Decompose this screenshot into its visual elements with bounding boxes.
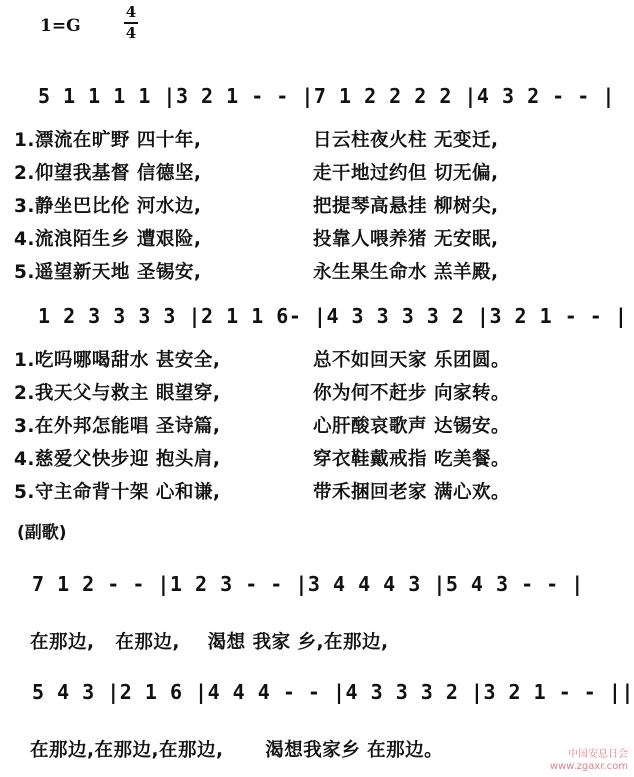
watermark-line-1: 中国安息日会 [568,749,628,760]
watermark-line-2: www.zgaxr.com [549,761,628,772]
lyric-a2-left: 2.仰望我基督 信德坚, [14,163,202,184]
lyric-a5-left: 5.遥望新天地 圣锡安, [14,262,202,283]
notation-line-chorus-2: 5 4 3 |2 1 6 |4 4 4 - - |4 3 3 3 2 |3 2 1 - - || [32,680,634,704]
lyric-a5-right: 永生果生命水 羔羊殿, [313,262,499,283]
lyric-b5-left: 5.守主命背十架 心和谦, [14,482,221,503]
lyric-b3-left: 3.在外邦怎能唱 圣诗篇, [14,416,221,437]
key-signature: 1=G [40,16,81,36]
meter-bottom: 4 [125,24,137,42]
lyric-chorus-1: 在那边, 在那边, 渴想 我家 乡,在那边, [30,632,389,653]
lyric-b4-right: 穿衣鞋戴戒指 吃美餐。 [313,449,510,470]
time-signature [124,4,138,42]
lyric-a4-right: 投靠人喂养猪 无安眠, [313,229,499,250]
lyric-b3-right: 心肝酸哀歌声 达锡安。 [313,416,510,437]
lyric-b2-right: 你为何不赶步 向家转。 [313,383,510,404]
lyric-b1-left: 1.吃吗哪喝甜水 甚安全, [14,350,221,371]
notation-line-chorus-1: 7 1 2 - - |1 2 3 - - |3 4 4 4 3 |5 4 3 - - | [32,572,584,596]
notation-line-verse-a: 5 1 1 1 1 |3 2 1 - - |7 1 2 2 2 2 |4 3 2 - - | [38,84,615,108]
lyric-b2-left: 2.我天父与救主 眼望穿, [14,383,221,404]
lyric-a1-right: 日云柱夜火柱 无变迁, [313,130,499,151]
lyric-b5-right: 带禾捆回老家 满心欢。 [313,482,510,503]
lyric-a4-left: 4.流浪陌生乡 遭艰险, [14,229,202,250]
lyric-b1-right: 总不如回天家 乐团圆。 [313,350,510,371]
chorus-label: (副歌) [17,523,67,543]
lyric-b4-left: 4.慈爱父快步迎 抱头肩, [14,449,221,470]
notation-line-verse-b: 1 2 3 3 3 3 |2 1 1 6- |4 3 3 3 3 2 |3 2 1 - - | [38,304,628,328]
site-watermark [550,749,628,773]
lyric-a3-left: 3.静坐巴比伦 河水边, [14,196,202,217]
lyric-a3-right: 把提琴高悬挂 柳树尖, [313,196,499,217]
lyric-a2-right: 走干地过约但 切无偏, [313,163,499,184]
lyric-a1-left: 1.漂流在旷野 四十年, [14,130,202,151]
meter-top: 4 [125,3,137,21]
lyric-chorus-2: 在那边,在那边,在那边, 渴想我家乡 在那边。 [30,740,444,761]
